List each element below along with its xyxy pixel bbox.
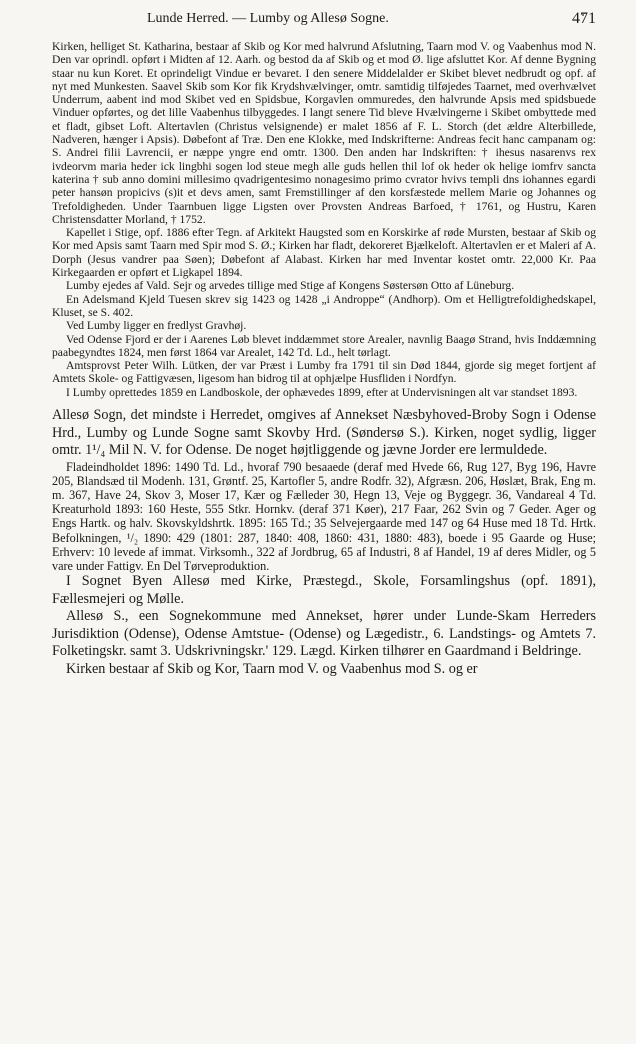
lumby-church-paragraph: Kirken, helliget St. Katharina, bestaar af Skib og Kor med halvrund Afslutning, Taarn mod V. og Vaabenhus mod N. Den var oprindl. opført i Midten af 12. Aarh. og bestod da af Skib og et mod Ø. lige afsluttet Kor. Af denne Bygning staar nu kun Koret. Et oprindeligt Vindue er bevaret. I den senere Middelalder er Skibet blevet nedbrudt og opf. af nyt med Munkesten. Saavel Skib som Kor fik Krydshvælvinger, omtr. samtidig tilføjedes Taarnet, med overhvælvet Underrum, aabent ind mod Skibet ved en Spidsbue, Korgavlen ommuredes, den halvrunde Apsis med spidsbuede Vinduer opførtes, og det lille Vaabenhus tilbyggedes. I langt senere Tid bleve Hvælvingerne i Skibet ombyttede med et fladt, gibset Loft. Altertavlen (Christus velsignende) er malet 1856 af F. L. Storch (det ældre Alterbillede, Nadveren, hænger i Apsis). Døbefont af Træ. Den ene Klokke, med Indskrifterne: Andreas fecit hanc campanam og: S. Andrei filii Lavrencii, er næppe yngre end omtr. 1300. Den anden har Indskriften: † ihesus nasarenvs rex ivdeorvm maria heder ick lingbhi sogen lod steue megh alle guds hellen thil lof ok heder ok helige iomfrv sancta katerina † sub anno domini millesimo qvadrigentesimo nonagesimo primo cvrator hvivs templi dns iohannes egardi peter hansøn propicivs (s)it et devs amen, samt Fremstillinger af den korsfæstede mellem Marie og Johannes og Trefoldigheden. Under Taarnbuen ligge Ligsten over Provsten Andreas Barfoed, † 1761, og Hustru, Karen Christensdatter Morland, † 1752. (52, 40, 596, 226)
allesoe-town-paragraph: I Sognet Byen Allesø med Kirke, Præstegd., Skole, Forsamlingshus (opf. 1891), Fællesmejeri og Mølle. (52, 573, 596, 607)
lutken-paragraph: Amtsprovst Peter Wilh. Lütken, der var Præst i Lumby fra 1791 til sin Død 1844, gjorde sig meget fortjent af Amtets Skole- og Fattigvæsen, ligesom han bidrog til at ophjælpe Husfliden i Nordfyn. (52, 359, 596, 386)
farm-school-paragraph: I Lumby oprettedes 1859 en Landboskole, der ophævedes 1899, efter at Undervisningen alt var standset 1893. (66, 385, 578, 399)
odense-fjord-paragraph: Ved Odense Fjord er der i Aarenes Løb blevet inddæmmet store Arealer, navnlig Baagø Strand, hvis Inddæmning paabegyndtes 1824, men først 1864 var Arealet, 142 Td. Ld., helt tørlagt. (52, 332, 596, 359)
allesoe-administration-paragraph: Allesø S., een Sognekommune med Annekset, hører under Lunde-Skam Herreders Jurisdiktion (Odense), Odense Amtstue- (Odense) og Lægedistr., 6. Landstings- og Amtets 7. Folketingskr. samt 3. Udskrivningskr.' 129. Lægd. Kirken tilhører en Gaardmand i Beldringe. (52, 608, 596, 660)
running-head-title: Lunde Herred. — Lumby og Allesø Sogne. (147, 11, 389, 26)
lumby-section (52, 40, 596, 399)
lumby-ownership-paragraph: Lumby ejedes af Vald. Sejr og arvedes tillige med Stige af Kongens Søstersøn Otto af Lüneburg. (66, 279, 515, 293)
allesoe-statistics-paragraph: Fladeindholdet 1896: 1490 Td. Ld., hvoraf 790 besaaede (deraf med Hvede 66, Rug 127, Byg 196, Havre 205, Blandsæd til Modenh. 131, Grøntf. 25, Kartofler 5, andre Rodfr. 32), Afgræsn. 206, Høslæt, Brak, Eng m. m. 367, Have 24, Skov 3, Moser 17, Kær og Fælleder 30, Hegn 13, Veje og Byggegr. 36, Vandareal 4 Td. Kreaturhold 1893: 160 Heste, 555 Stkr. Hornkv. (deraf 371 Køer), 217 Faar, 262 Svin og 7 Geder. Ager og Engs Hartk. og halv. Skovskyldshrtk. 1895: 165 Td.; 35 Selvejergaarde med 147 og 64 Huse med 18 Td. Hrtk. Befolkningen, ¹/₂ 1890: 429 (1801: 287, 1840: 408, 1860: 431, 1880: 483), boede i 95 Gaarde og Huse; Erhverv: 10 levede af immat. Virksomh., 322 af Jordbrug, 65 af Industri, 8 af Handel, 19 af deres Midler, og 5 vare under Fattigv. En Del Tørveproduktion. (52, 459, 596, 573)
burial-mound-paragraph: Ved Lumby ligger en fredlyst Gravhøj. (66, 319, 247, 333)
allesoe-section (52, 407, 596, 678)
allesoe-intro-paragraph: Allesø Sogn, det mindste i Herredet, omgives af Annekset Næsbyhoved-Broby Sogn i Odense Hrd., Lumby og Lunde Sogne samt Skovby Hrd. (Søndersø S.). Kirken, noget sydlig, ligger omtr. 1¹/₄ Mil N. V. for Odense. De noget højtliggende og jævne Jorder ere lermuldede. (52, 407, 596, 459)
running-head (52, 8, 596, 30)
stige-chapel-paragraph: Kapellet i Stige, opf. 1886 efter Tegn. af Arkitekt Haugsted som en Korskirke af røde Mursten, bestaar af Skib og Kor med Apsis samt Taarn med Spir mod S. Ø.; Kirken har fladt, dekoreret Bjælkeloft. Altertavlen er et Maleri af A. Dorph (Jesus vandrer paa Søen); Døbefont af Alabast. Kirken har med Inventar kostet omtr. 22,000 Kr. Paa Kirkegaarden er opført et Ligkapel 1894. (52, 226, 596, 280)
section-break (52, 399, 596, 407)
androppe-paragraph: En Adelsmand Kjeld Tuesen skrev sig 1423 og 1428 „i Androppe“ (Andhorp). Om et Helligtrefoldighedskapel, Kluset, se S. 402. (52, 292, 596, 319)
page-number: 471 (572, 10, 596, 27)
allesoe-church-paragraph: Kirken bestaar af Skib og Kor, Taarn mod V. og Vaabenhus mod S. og er (66, 660, 478, 677)
